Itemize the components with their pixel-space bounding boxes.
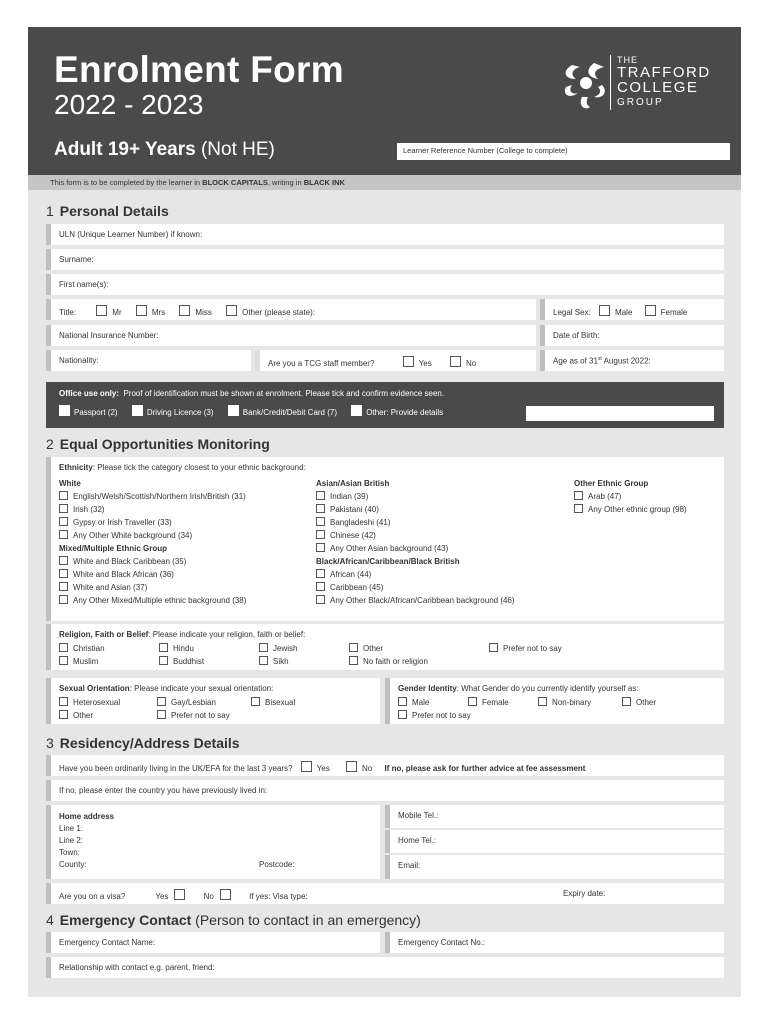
option-checkbox[interactable] xyxy=(316,595,325,604)
option-checkbox[interactable] xyxy=(59,643,68,652)
religion-option[interactable] xyxy=(349,655,428,668)
option-checkbox[interactable] xyxy=(398,697,407,706)
option-label: Any Other White background (34) xyxy=(73,531,193,540)
ethnicity-option[interactable] xyxy=(316,581,515,594)
email-field[interactable] xyxy=(385,855,724,879)
option-checkbox[interactable] xyxy=(59,697,68,706)
religion-text: : Please indicate your religion, faith or belief: xyxy=(148,630,306,639)
sexual-orientation-text: : Please indicate your sexual orientation: xyxy=(129,684,274,693)
section-number: 2 xyxy=(46,436,54,452)
religion-option[interactable] xyxy=(59,642,105,655)
mr-label: Mr xyxy=(112,308,122,317)
section-emergency-contact xyxy=(46,912,421,928)
option-label: Gay/Lesbian xyxy=(171,698,216,707)
adult-label: Adult 19+ Years xyxy=(54,139,196,160)
option-checkbox[interactable] xyxy=(316,569,325,578)
tcg-yes-checkbox[interactable] xyxy=(403,356,414,367)
college-logo-text xyxy=(610,55,711,110)
religion-option[interactable] xyxy=(349,642,428,655)
option-checkbox[interactable] xyxy=(157,697,166,706)
asian-black-column xyxy=(316,477,515,607)
ethnicity-option[interactable] xyxy=(316,594,515,607)
bank-card-checkbox[interactable] xyxy=(228,405,239,416)
orientation-option[interactable] xyxy=(59,709,120,722)
option-checkbox[interactable] xyxy=(316,582,325,591)
ethnicity-option[interactable] xyxy=(59,516,246,529)
ethnicity-label: Ethnicity xyxy=(59,463,93,472)
instr-mid: , writing in xyxy=(267,178,304,187)
section-residency xyxy=(46,735,240,751)
option-checkbox[interactable] xyxy=(251,697,260,706)
logo-college: COLLEGE xyxy=(617,79,699,96)
option-label: Arab (47) xyxy=(588,492,622,501)
section-subtitle: (Person to contact in an emergency) xyxy=(195,912,421,928)
religion-box xyxy=(46,624,724,670)
orientation-col-3 xyxy=(251,696,295,709)
gender-identity-label: Gender Identity xyxy=(398,684,457,693)
passport-checkbox[interactable] xyxy=(59,405,70,416)
nationality-field[interactable] xyxy=(46,350,251,371)
ethnicity-option[interactable] xyxy=(574,490,687,503)
ethnicity-option[interactable] xyxy=(59,568,246,581)
option-checkbox[interactable] xyxy=(489,643,498,652)
option-label: White and Black Caribbean (35) xyxy=(73,557,187,566)
other-evidence-checkbox[interactable] xyxy=(351,405,362,416)
option-checkbox[interactable] xyxy=(574,504,583,513)
relationship-label: Relationship with contact e.g. parent, friend: xyxy=(59,963,215,972)
ethnicity-option[interactable] xyxy=(59,529,246,542)
residency-no-checkbox[interactable] xyxy=(346,761,357,772)
option-label: Muslim xyxy=(73,657,99,666)
instruction-bar xyxy=(28,175,741,190)
visa-yes-checkbox[interactable] xyxy=(174,889,185,900)
religion-option[interactable] xyxy=(59,655,105,668)
section-equal-opportunities xyxy=(46,436,270,452)
option-label: Indian (39) xyxy=(330,492,369,501)
residency-yes-label: Yes xyxy=(316,764,330,773)
option-label: White and Black African (36) xyxy=(73,570,174,579)
option-checkbox[interactable] xyxy=(259,656,268,665)
gender-option[interactable] xyxy=(538,696,591,709)
uln-field[interactable] xyxy=(46,224,724,245)
mobile-tel-label: Mobile Tel.: xyxy=(398,811,439,820)
religion-col-3 xyxy=(259,642,297,668)
option-label: Any Other Mixed/Multiple ethnic background (38) xyxy=(73,596,247,605)
option-checkbox[interactable] xyxy=(59,556,68,565)
option-checkbox[interactable] xyxy=(398,710,407,719)
religion-col-1 xyxy=(59,642,105,668)
nationality-label: Nationality: xyxy=(59,356,99,365)
legal-sex-label: Legal Sex: xyxy=(553,308,591,317)
ethnicity-prompt xyxy=(59,463,716,472)
option-label: Heterosexual xyxy=(73,698,121,707)
visa-row xyxy=(46,883,724,904)
option-label: Caribbean (45) xyxy=(330,583,384,592)
ethnicity-option[interactable] xyxy=(59,581,246,594)
religion-label: Religion, Faith or Belief xyxy=(59,630,149,639)
option-checkbox[interactable] xyxy=(59,582,68,591)
visa-yes-label: Yes xyxy=(155,892,169,901)
age-field[interactable] xyxy=(540,350,724,371)
other-title-label: Other (please state): xyxy=(242,308,316,317)
option-label: Non-binary xyxy=(552,698,592,707)
ni-number-field[interactable] xyxy=(46,325,536,346)
option-label: Any Other ethnic group (98) xyxy=(588,505,687,514)
female-label: Female xyxy=(660,308,688,317)
first-name-field[interactable] xyxy=(46,274,724,295)
emergency-number-label: Emergency Contact No.: xyxy=(398,938,486,947)
section-title: Equal Opportunities Monitoring xyxy=(59,436,270,452)
ethnicity-option[interactable] xyxy=(316,568,515,581)
home-tel-label: Home Tel.: xyxy=(398,836,437,845)
option-checkbox[interactable] xyxy=(349,656,358,665)
ethnicity-text: : Please tick the category closest to your ethnic background: xyxy=(92,463,306,472)
uln-label: ULN (Unique Learner Number) if known: xyxy=(59,230,203,239)
ethnicity-option[interactable] xyxy=(59,594,246,607)
religion-option[interactable] xyxy=(159,642,204,655)
residency-no-label: No xyxy=(362,764,373,773)
ethnicity-option[interactable] xyxy=(316,516,515,529)
other-title-checkbox[interactable] xyxy=(226,305,237,316)
ethnicity-option[interactable] xyxy=(59,555,246,568)
title-row xyxy=(46,299,536,320)
enrolment-form-page xyxy=(28,27,741,997)
town-label: Town: xyxy=(59,848,80,857)
option-checkbox[interactable] xyxy=(159,643,168,652)
option-checkbox[interactable] xyxy=(574,491,583,500)
section-personal-details xyxy=(46,203,169,219)
option-label: Jewish xyxy=(273,644,298,653)
emergency-name-field[interactable] xyxy=(46,932,380,953)
mr-checkbox[interactable] xyxy=(96,305,107,316)
option-label: Irish (32) xyxy=(73,505,105,514)
option-label: Bangladeshi (41) xyxy=(330,518,391,527)
option-checkbox[interactable] xyxy=(159,656,168,665)
previous-country-field[interactable] xyxy=(46,780,724,801)
ethnicity-box xyxy=(46,457,724,621)
option-checkbox[interactable] xyxy=(59,710,68,719)
orientation-option[interactable] xyxy=(157,709,230,722)
ethnicity-option[interactable] xyxy=(316,529,515,542)
gender-col-2 xyxy=(468,696,509,709)
option-checkbox[interactable] xyxy=(59,491,68,500)
sexual-orientation-box xyxy=(46,678,380,724)
option-checkbox[interactable] xyxy=(59,517,68,526)
home-tel-field[interactable] xyxy=(385,830,724,853)
tcg-no-checkbox[interactable] xyxy=(450,356,461,367)
home-address-label: Home address xyxy=(59,812,115,821)
mrs-label: Mrs xyxy=(151,308,166,317)
option-checkbox[interactable] xyxy=(59,656,68,665)
home-address-field[interactable] xyxy=(46,805,380,879)
gender-option[interactable] xyxy=(622,696,656,709)
surname-field[interactable] xyxy=(46,249,724,270)
form-title: Enrolment Form xyxy=(54,49,344,90)
passport-label: Passport (2) xyxy=(74,408,118,417)
orientation-option[interactable] xyxy=(157,696,230,709)
option-label: Other xyxy=(636,698,657,707)
white-heading: White xyxy=(59,479,81,488)
residency-yes-checkbox[interactable] xyxy=(301,761,312,772)
driving-licence-checkbox[interactable] xyxy=(132,405,143,416)
fee-advice-note: If no, please ask for further advice at fee assessment xyxy=(384,764,586,773)
section-number: 3 xyxy=(46,735,54,751)
gender-option[interactable] xyxy=(398,696,471,709)
mixed-heading: Mixed/Multiple Ethnic Group xyxy=(59,544,167,553)
option-label: Male xyxy=(412,698,430,707)
emergency-name-label: Emergency Contact Name: xyxy=(59,938,156,947)
orientation-col-1 xyxy=(59,696,120,722)
age-label-post: August 2022: xyxy=(601,356,651,366)
other-ethnic-heading: Other Ethnic Group xyxy=(574,479,649,488)
option-label: White and Asian (37) xyxy=(73,583,148,592)
option-checkbox[interactable] xyxy=(316,517,325,526)
asian-heading: Asian/Asian British xyxy=(316,479,390,488)
gender-col-3 xyxy=(538,696,591,709)
gender-identity-box xyxy=(385,678,724,724)
religion-option[interactable] xyxy=(259,655,297,668)
ethnicity-option[interactable] xyxy=(316,503,515,516)
gender-col-1 xyxy=(398,696,471,722)
office-use-label: Office use only: xyxy=(59,389,120,398)
relationship-field[interactable] xyxy=(46,957,724,978)
section-number: 1 xyxy=(46,203,54,219)
option-label: No faith or religion xyxy=(363,657,428,666)
visa-no-checkbox[interactable] xyxy=(220,889,231,900)
other-evidence-input[interactable] xyxy=(526,406,714,421)
gender-identity-prompt xyxy=(398,684,716,693)
black-heading: Black/African/Caribbean/Black British xyxy=(316,557,460,566)
county-postcode-row xyxy=(59,859,372,871)
option-checkbox[interactable] xyxy=(59,569,68,578)
option-label: Christian xyxy=(73,644,105,653)
gender-option[interactable] xyxy=(398,709,471,722)
instr-ink: BLACK INK xyxy=(303,178,345,187)
option-checkbox[interactable] xyxy=(349,643,358,652)
ethnicity-option[interactable] xyxy=(59,503,246,516)
orientation-option[interactable] xyxy=(59,696,120,709)
expiry-date-label: Expiry date: xyxy=(563,889,606,898)
county-label: County: xyxy=(59,860,87,869)
office-use-text: Proof of identification must be shown at enrolment. Please tick and confirm evidence seen. xyxy=(123,389,445,398)
driving-licence-label: Driving Licence (3) xyxy=(146,408,214,417)
age-sup: st xyxy=(597,356,602,362)
mrs-checkbox[interactable] xyxy=(136,305,147,316)
orientation-col-2 xyxy=(157,696,230,722)
ethnicity-option[interactable] xyxy=(316,542,515,555)
female-checkbox[interactable] xyxy=(645,305,656,316)
section-title: Personal Details xyxy=(59,203,169,219)
option-checkbox[interactable] xyxy=(538,697,547,706)
option-label: Any Other Asian background (43) xyxy=(330,544,449,553)
tcg-no-label: No xyxy=(465,359,477,368)
option-checkbox[interactable] xyxy=(59,504,68,513)
option-label: Prefer not to say xyxy=(412,711,471,720)
line2-label: Line 2: xyxy=(59,836,84,845)
tcg-staff-label: Are you a TCG staff member? xyxy=(268,359,375,368)
age-label: Age as of 31 xyxy=(553,356,598,366)
ethnicity-option[interactable] xyxy=(574,503,687,516)
sexual-orientation-label: Sexual Orientation xyxy=(59,684,130,693)
option-label: Any Other Black/African/Caribbean background (46) xyxy=(330,596,515,605)
ni-label: National Insurance Number: xyxy=(59,331,159,340)
male-checkbox[interactable] xyxy=(599,305,610,316)
line1-label: Line 1: xyxy=(59,824,84,833)
title-label: Title: xyxy=(59,308,77,317)
instr-caps: BLOCK CAPITALS xyxy=(202,178,268,187)
religion-col-4 xyxy=(349,642,428,668)
option-label: Female xyxy=(482,698,509,707)
dob-field[interactable] xyxy=(540,325,724,346)
religion-option[interactable] xyxy=(259,642,297,655)
gender-option[interactable] xyxy=(468,696,509,709)
option-checkbox[interactable] xyxy=(468,697,477,706)
option-label: Other xyxy=(73,711,94,720)
tcg-yes-label: Yes xyxy=(418,359,432,368)
option-checkbox[interactable] xyxy=(259,643,268,652)
option-checkbox[interactable] xyxy=(316,491,325,500)
option-label: Prefer not to say xyxy=(503,644,562,653)
surname-label: Surname: xyxy=(59,255,94,264)
mobile-tel-field[interactable] xyxy=(385,805,724,828)
option-checkbox[interactable] xyxy=(59,530,68,539)
email-label: Email: xyxy=(398,861,421,870)
visa-no-label: No xyxy=(203,892,214,901)
option-label: Sikh xyxy=(273,657,289,666)
option-label: Gypsy or Irish Traveller (33) xyxy=(73,518,172,527)
legal-sex-row xyxy=(540,299,724,320)
option-checkbox[interactable] xyxy=(622,697,631,706)
option-label: Chinese (42) xyxy=(330,531,376,540)
orientation-option[interactable] xyxy=(251,696,295,709)
residency-question: Have you been ordinarily living in the UK/EFA for the last 3 years? xyxy=(59,764,293,773)
section-number: 4 xyxy=(46,912,54,928)
religion-prompt xyxy=(59,630,716,639)
male-label: Male xyxy=(615,308,633,317)
not-he-label: (Not HE) xyxy=(200,139,275,160)
miss-label: Miss xyxy=(195,308,212,317)
option-label: Bisexual xyxy=(265,698,296,707)
tcg-staff-row xyxy=(255,350,536,371)
logo-group: GROUP xyxy=(617,97,664,108)
bank-card-label: Bank/Credit/Debit Card (7) xyxy=(242,408,338,417)
postcode-label: Postcode: xyxy=(259,860,295,869)
form-subtitle xyxy=(54,139,275,161)
option-label: Prefer not to say xyxy=(171,711,230,720)
option-checkbox[interactable] xyxy=(316,543,325,552)
gender-col-4 xyxy=(622,696,656,709)
form-header xyxy=(28,27,741,175)
logo-the: THE xyxy=(617,55,638,65)
logo-trafford: TRAFFORD xyxy=(617,64,711,81)
option-checkbox[interactable] xyxy=(316,530,325,539)
religion-col-5 xyxy=(489,642,562,655)
visa-question: Are you on a visa? xyxy=(59,892,126,901)
office-use-panel xyxy=(46,382,724,428)
option-label: African (44) xyxy=(330,570,372,579)
other-ethnic-column xyxy=(574,477,687,516)
option-label: Hindu xyxy=(173,644,194,653)
first-name-label: First name(s): xyxy=(59,280,109,289)
option-checkbox[interactable] xyxy=(59,595,68,604)
white-column xyxy=(59,477,246,607)
form-years: 2022 - 2023 xyxy=(54,89,204,120)
ethnicity-option[interactable] xyxy=(59,490,246,503)
previous-country-label: If no, please enter the country you have previously lived in: xyxy=(59,786,268,795)
option-checkbox[interactable] xyxy=(157,710,166,719)
option-label: Pakistani (40) xyxy=(330,505,379,514)
religion-option[interactable] xyxy=(159,655,204,668)
religion-col-2 xyxy=(159,642,204,668)
emergency-number-field[interactable] xyxy=(385,932,724,953)
section-title: Emergency Contact xyxy=(59,912,192,928)
option-label: English/Welsh/Scottish/Northern Irish/British (31) xyxy=(73,492,246,501)
religion-option[interactable] xyxy=(489,642,562,655)
other-evidence-label: Other: Provide details xyxy=(366,408,444,417)
visa-type-label: If yes: Visa type: xyxy=(249,892,308,901)
miss-checkbox[interactable] xyxy=(179,305,190,316)
section-title: Residency/Address Details xyxy=(59,735,240,751)
instr-pre: This form is to be completed by the learner in xyxy=(50,178,203,187)
ethnicity-option[interactable] xyxy=(316,490,515,503)
gender-identity-text: : What Gender do you currently identify yourself as: xyxy=(456,684,639,693)
sexual-orientation-prompt xyxy=(59,684,372,693)
option-label: Buddhist xyxy=(173,657,205,666)
residency-row xyxy=(46,755,724,776)
dob-label: Date of Birth: xyxy=(553,331,600,340)
option-checkbox[interactable] xyxy=(316,504,325,513)
learner-reference-field[interactable]: Learner Reference Number (College to complete) xyxy=(397,143,730,160)
option-label: Other xyxy=(363,644,384,653)
